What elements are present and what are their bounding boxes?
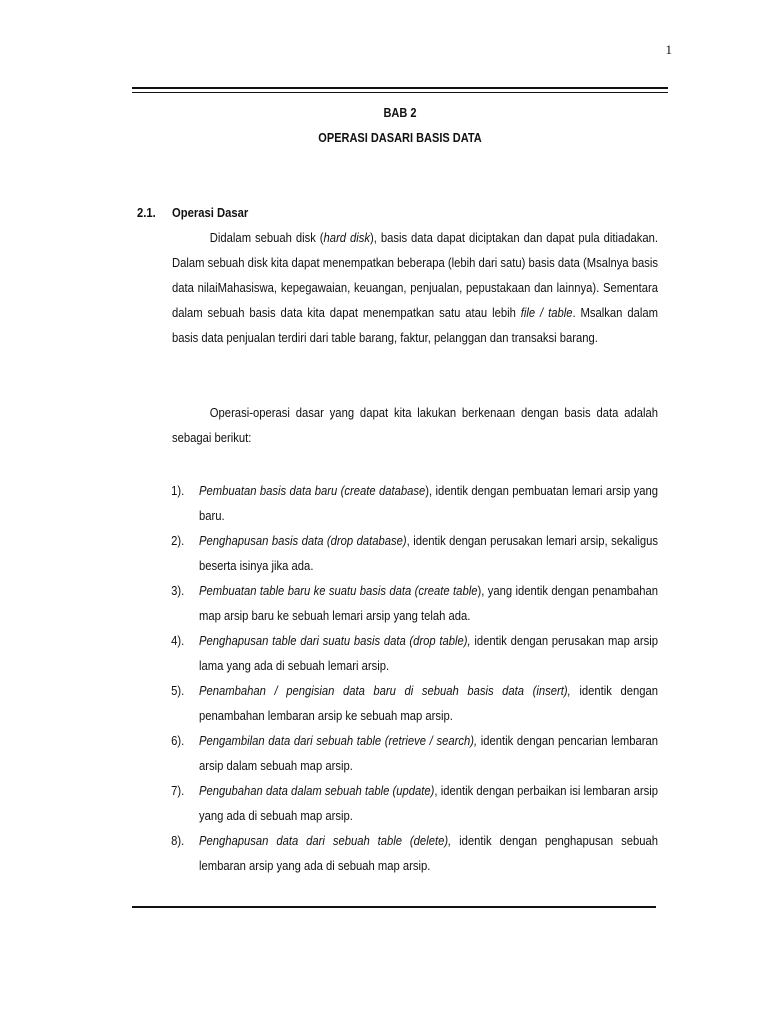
list-item-emphasis: Penghapusan table dari suatu basis data (drop table), xyxy=(199,634,471,648)
list-item-text: identik dengan penambahan lembaran arsip ke sebuah map arsip. xyxy=(199,684,658,723)
list-item xyxy=(172,529,658,579)
page-number: 1 xyxy=(665,42,672,57)
list-item-number: 6). xyxy=(171,734,185,748)
list-item xyxy=(172,579,658,629)
list-item-text: ), yang identik dengan penambahan map arsip baru ke sebuah lemari arsip yang telah ada. xyxy=(199,584,658,623)
list-item xyxy=(172,479,658,529)
operations-list xyxy=(172,479,658,879)
list-item-number: 1). xyxy=(171,484,185,498)
list-item-number: 3). xyxy=(171,584,185,598)
list-item xyxy=(172,629,658,679)
list-item-number: 2). xyxy=(171,534,185,548)
paragraph-emphasis: hard disk xyxy=(323,231,371,245)
paragraph-operations xyxy=(172,401,658,451)
list-item-emphasis: Penghapusan data dari sebuah table (delete), xyxy=(199,834,452,848)
header-rule xyxy=(132,87,668,93)
paragraph-text: Operasi-operasi dasar yang dapat kita lakukan berkenaan dengan basis data adalah sebagai berikut: xyxy=(172,406,659,445)
list-item-emphasis: Penambahan / pengisian data baru di sebuah basis data (insert), xyxy=(199,684,571,698)
list-item-text: , identik dengan perbaikan isi lembaran arsip yang ada di sebuah map arsip. xyxy=(199,784,658,823)
list-item-emphasis: Pembuatan basis data baru (create database xyxy=(199,484,426,498)
list-item-number: 8). xyxy=(171,834,185,848)
paragraph-text: ), basis data dapat diciptakan dan dapat pula ditiadakan. Dalam sebuah disk kita dapat menempatkan beberapa (lebih dari satu) basis data (Msalnya basis data nilaiMahasiswa, kepegawaian, keuangan, penjualan, pepustakaan dan lainnya). Sementara dalam sebuah basis data kita dapat menempatkan satu atau lebih xyxy=(172,231,658,320)
list-item-number: 7). xyxy=(171,784,185,798)
list-item-emphasis: Pembuatan table baru ke suatu basis data (create table xyxy=(199,584,478,598)
list-item xyxy=(172,679,658,729)
chapter-title: OPERASI DASARI BASIS DATA xyxy=(318,131,482,145)
section-title: Operasi Dasar xyxy=(172,206,249,220)
list-item-emphasis: Pengubahan data dalam sebuah table (update) xyxy=(199,784,435,798)
chapter-label: BAB 2 xyxy=(383,106,417,120)
paragraph-text: . Msalkan dalam basis data penjualan terdiri dari table barang, faktur, pelanggan dan transaksi barang. xyxy=(172,306,658,345)
list-item-number: 4). xyxy=(171,634,185,648)
list-item-text: ), identik dengan pembuatan lemari arsip yang baru. xyxy=(199,484,658,523)
list-item-number: 5). xyxy=(171,684,185,698)
list-item-text: identik dengan perusakan map arsip lama yang ada di sebuah lemari arsip. xyxy=(199,634,658,673)
list-item-text: , identik dengan perusakan lemari arsip, sekaligus beserta isinya jika ada. xyxy=(199,534,658,573)
list-item xyxy=(172,729,658,779)
footer-rule xyxy=(132,906,656,908)
list-item-emphasis: Pengambilan data dari sebuah table (retrieve / search), xyxy=(199,734,478,748)
list-item-text: identik dengan pencarian lembaran arsip dalam sebuah map arsip. xyxy=(199,734,658,773)
paragraph-text: Didalam sebuah disk ( xyxy=(209,231,324,245)
paragraph-emphasis: file / table xyxy=(520,306,573,320)
list-item xyxy=(172,779,658,829)
list-item-emphasis: Penghapusan basis data (drop database) xyxy=(199,534,407,548)
list-item xyxy=(172,829,658,879)
paragraph-intro xyxy=(172,226,658,351)
section-number: 2.1. xyxy=(137,206,156,220)
list-item-text: identik dengan penghapusan sebuah lembaran arsip yang ada di sebuah map arsip. xyxy=(199,834,658,873)
